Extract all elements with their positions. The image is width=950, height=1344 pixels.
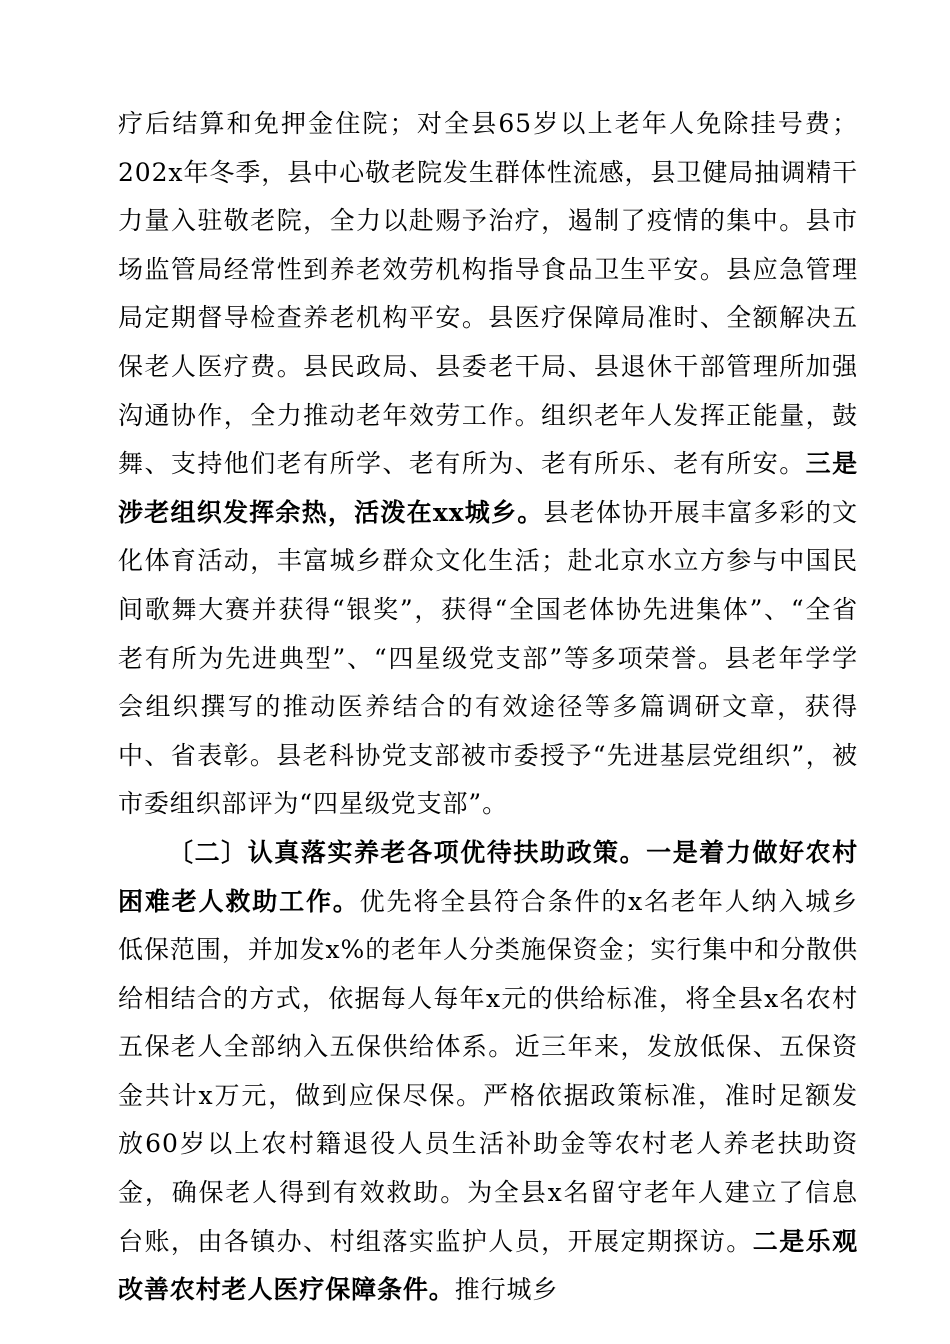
document-page [118,100,858,1315]
paragraph-text: 优先将全县符合条件的x名老年人纳入城乡低保范围，并加发x%的老年人分类施保资金；实行集中和分散供给相结合的方式，依据每人每年x元的供给标准，将全县x名农村五保老人全部纳入五保供给体系。近三年来，发放低保、五保资金共计x万元，做到应保尽保。严格依据政策标准，准时足额发放60岁以上农村籍退役人员生活补助金等农村老人养老扶助资金，确保老人得到有效救助。为全县x名留守老年人建立了信息台账，由各镇办、村组落实监护人员，开展定期探访。 [118,886,858,1256]
paragraph-elderly-services [118,100,858,829]
bold-heading-section-two: 〔二〕认真落实养老各项优待扶助政策。一是着力做好农村困难老人救助工作。 [118,837,858,916]
bold-heading-point-three: 三是涉老组织发挥余热，活泼在xx城乡。 [118,449,858,527]
paragraph-text: 疗后结算和免押金住院；对全县65岁以上老年人免除挂号费；202x年冬季，县中心敬老院发生群体性流感，县卫健局抽调精干力量入驻敬老院，全力以赴赐予治疗，遏制了疫情的集中。县市场监管局经常性到养老效劳机构指导食品卫生平安。县应急管理局定期督导检查养老机构平安。县医疗保障局准时、全额解决五保老人医疗费。县民政局、县委老干局、县退休干部管理所加强沟通协作，全力推动老年效劳工作。组织老年人发挥正能量，鼓舞、支持他们老有所学、老有所为、老有所乐、老有所安。 [118,109,858,479]
paragraph-section-two [118,829,858,1315]
paragraph-text: 县老体协开展丰富多彩的文化体育活动，丰富城乡群众文化生活；赴北京水立方参与中国民间歌舞大赛并获得“银奖”，获得“全国老体协先进集体”、“全省老有所为先进典型”、“四星级党支部”等多项荣誉。县老年学学会组织撰写的推动医养结合的有效途径等多篇调研文章，获得中、省表彰。县老科协党支部被市委授予“先进基层党组织”，被市委组织部评为“四星级党支部”。 [118,497,858,819]
paragraph-text: 推行城乡 [454,1275,559,1305]
bold-heading-point-two: 二是乐观改善农村老人医疗保障条件。 [118,1226,858,1305]
